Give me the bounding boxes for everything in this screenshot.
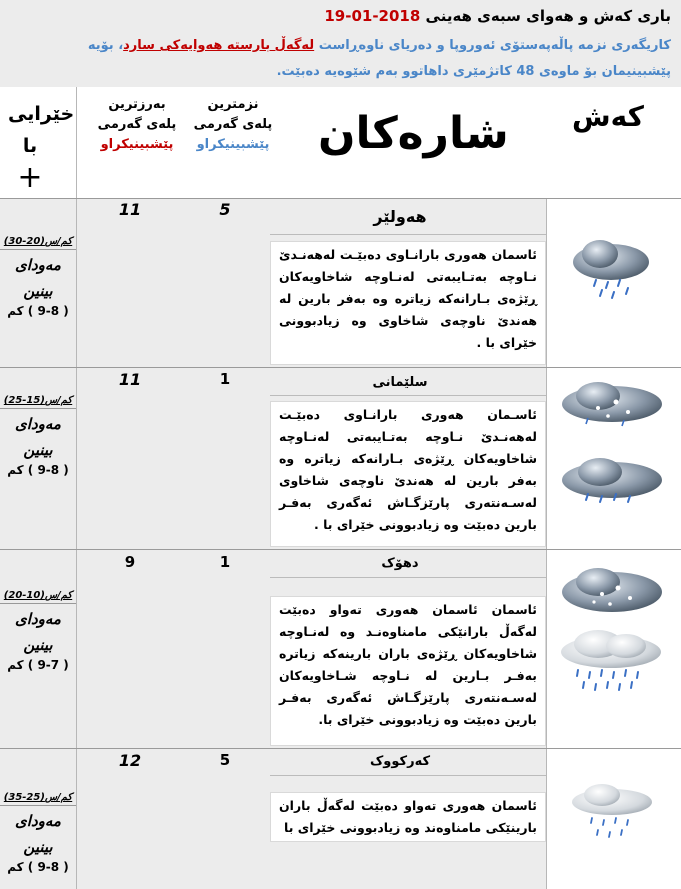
page-title: باری کەش و هەوای سبەی هەینی 2018-01-19 xyxy=(324,7,671,25)
max-temp: 11 xyxy=(118,200,142,219)
wind-info: (30-20)کم/س مەودای بینین ( 9-8 ) کم xyxy=(0,236,76,318)
wind-speed: (35-25)کم/س xyxy=(3,792,73,803)
divider xyxy=(270,234,546,235)
min-temp: 5 xyxy=(219,751,231,769)
wind-info: (20-10)کم/س مەودای بینین ( 9-7 ) کم xyxy=(0,590,76,672)
column-cities-header: شارەکان xyxy=(318,108,509,159)
wind-info: (25-15)کم/س مەودای بینین ( 9-8 ) کم xyxy=(0,395,76,477)
city-name: دهۆک xyxy=(381,556,419,571)
divider xyxy=(270,577,546,578)
snow-cloud-icon xyxy=(558,372,666,438)
rain-cloud-icon xyxy=(566,236,656,300)
column-weather-header: کەش xyxy=(572,100,644,133)
min-temp: 1 xyxy=(219,370,231,388)
divider xyxy=(0,367,681,368)
city-name: کەرکووک xyxy=(369,754,431,769)
divider xyxy=(270,775,546,776)
snow-cloud-icon xyxy=(558,560,666,628)
heavy-rain-cloud-icon xyxy=(556,628,666,700)
wind-speed: (25-15)کم/س xyxy=(3,395,73,406)
divider xyxy=(0,198,681,199)
column-min-temp-header: نزمترین پلەی گەرمی پێشبینیکراو xyxy=(193,97,273,152)
max-temp: 12 xyxy=(118,751,142,770)
divider xyxy=(0,549,681,550)
wind-speed: (20-10)کم/س xyxy=(3,590,73,601)
rain-cloud-icon xyxy=(558,450,666,516)
visibility-value: ( 9-8 ) کم xyxy=(7,304,69,318)
forecast-text: ئاسـمان هەوری بارانـاوی دەبێـت لەهەنـدێ نـاوچە بەتـایبەتی لەنـاوچە شاخاویەکان ڕێژەی بـارانەکە زیاترە وە بەفر بارین لە هەندێ ناوچەی شاخاوی لەسـەنتەری پارێزگـاش ئەگەری بەفـر بارین دەبێت وە زیادبوونی خێرای با . xyxy=(270,401,546,547)
forecast-text: ئاسمان هەوری تەواو دەبێت لەگەڵ باران بارینێکی مامناوەند وە زیادبوونی خێرای با xyxy=(270,792,546,842)
wind-speed: (30-20)کم/س xyxy=(3,236,73,247)
visibility-value: ( 9-8 ) کم xyxy=(7,463,69,477)
visibility-value: ( 9-8 ) کم xyxy=(7,860,69,874)
city-name: هەولێر xyxy=(373,207,427,226)
forecast-text: ئاسمان هەوری بارانـاوی دەبێـت لەهەنـدێ نـاوچە بەتـایبەتی لەنـاوچە شاخاویەکان ڕێژەی بـارانەکە زیاترە وە بەفر بارین لە هەندێ ناوچەی شاخاوی وە زیادبوونی خێرای با . xyxy=(270,241,546,365)
forecast-date: 2018-01-19 xyxy=(324,7,421,25)
max-temp: 11 xyxy=(118,370,142,389)
min-temp: 5 xyxy=(219,200,231,219)
max-temp: 9 xyxy=(124,553,136,571)
column-wind-header: خێرایی با + xyxy=(8,103,75,195)
intro-text: کاریگەری نزمە پاڵەپەستۆی ئەوروپا و دەریای ناوەڕاست لەگەڵ بارستە هەوایەکی سارد، بۆیە xyxy=(87,38,671,53)
divider xyxy=(546,198,547,889)
divider xyxy=(0,748,681,749)
min-temp: 1 xyxy=(219,553,231,571)
light-rain-cloud-icon xyxy=(562,780,662,842)
visibility-value: ( 9-7 ) کم xyxy=(7,658,69,672)
wind-info: (35-25)کم/س مەودای بینین ( 9-8 ) کم xyxy=(0,792,76,874)
city-name: سلێمانی xyxy=(372,375,428,390)
forecast-text: ئاسمان ئاسمان هەوری تەواو دەبێت لەگەڵ بارانێکی مامناوەنـد وە لەنـاوچە شاخاویەکان ڕێژەی باران بارینەکە زیاترە بەفـر بـارین لە نـاوچە شـاخاویەکان لەسـەنتەری پارێزگـاش ئەگەری بەفـر بارین دەبێت وە زیادبوونی خێرای با. xyxy=(270,596,546,746)
divider xyxy=(76,87,77,889)
divider xyxy=(270,395,546,396)
column-max-temp-header: بەرزترین پلەی گەرمی پێشبینیکراو xyxy=(97,97,177,152)
intro-text-line2: پێشبینیمان بۆ ماوەی 48 کاتژمێری داهاتوو بەم شێوەیە دەبێت. xyxy=(276,64,671,79)
